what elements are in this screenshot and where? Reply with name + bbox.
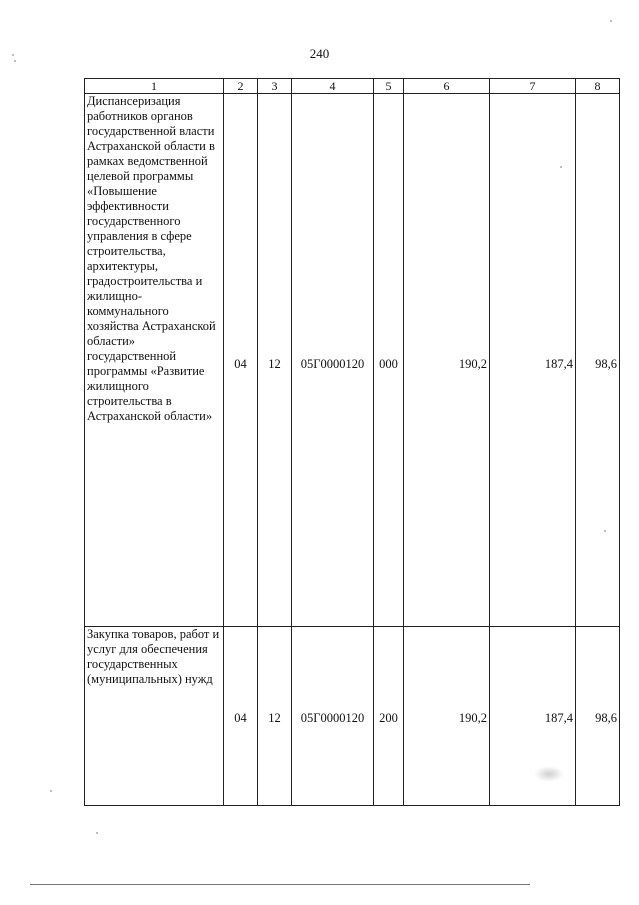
scan-speck — [96, 832, 98, 834]
expense-type-code: 200 — [379, 711, 398, 725]
percent-cell — [576, 627, 620, 806]
page-number: 240 — [309, 46, 330, 61]
row-description: Закупка товаров, работ и услуг для обеспечения государственных (муниципальных) нужд — [85, 627, 224, 806]
expense-type-code: 000 — [379, 357, 398, 371]
execution-percent: 98,6 — [595, 711, 617, 725]
planned-amount-cell — [404, 94, 490, 627]
scan-speck — [14, 60, 16, 62]
target-article-code: 05Г0000120 — [300, 357, 365, 371]
column-number-header-row — [85, 79, 620, 94]
planned-amount-cell — [404, 627, 490, 806]
target-article-cell — [292, 94, 374, 627]
scan-speck — [50, 790, 52, 792]
table-row — [85, 94, 620, 627]
subsection-code: 12 — [268, 711, 281, 725]
target-article-code: 05Г0000120 — [300, 711, 365, 725]
section-code: 04 — [234, 711, 247, 725]
header-cell: 4 — [292, 79, 374, 94]
header-cell: 6 — [404, 79, 490, 94]
percent-cell — [576, 94, 620, 627]
bottom-rule — [30, 884, 530, 885]
subsection-cell — [258, 627, 292, 806]
scan-smudge — [534, 766, 564, 782]
section-cell — [224, 94, 258, 627]
row-description: Диспансеризация работников органов государственной власти Астраханской области в рамках ведомственной целевой программы «Повышение эффективности государственного управления в сфере строительства, архитектуры, градостроительства и жилищно-коммунального хозяйства Астраханской области» государственной программы «Развитие жилищного строительства в Астраханской области» — [85, 94, 224, 627]
section-cell — [224, 627, 258, 806]
subsection-code: 12 — [268, 357, 281, 371]
actual-amount-cell — [490, 94, 576, 627]
section-code: 04 — [234, 357, 247, 371]
header-cell: 2 — [224, 79, 258, 94]
planned-amount: 190,2 — [458, 711, 487, 725]
scan-speck — [12, 54, 14, 56]
scan-speck — [560, 166, 562, 168]
budget-table — [84, 78, 620, 806]
subsection-cell — [258, 94, 292, 627]
header-cell: 5 — [374, 79, 404, 94]
scan-speck — [610, 20, 612, 22]
scan-speck — [604, 530, 606, 532]
header-cell: 1 — [85, 79, 224, 94]
header-cell: 8 — [576, 79, 620, 94]
actual-amount: 187,4 — [544, 357, 573, 371]
expense-type-cell — [374, 94, 404, 627]
actual-amount: 187,4 — [544, 711, 573, 725]
planned-amount: 190,2 — [458, 357, 487, 371]
header-cell: 7 — [490, 79, 576, 94]
expense-type-cell — [374, 627, 404, 806]
header-cell: 3 — [258, 79, 292, 94]
target-article-cell — [292, 627, 374, 806]
execution-percent: 98,6 — [595, 357, 617, 371]
